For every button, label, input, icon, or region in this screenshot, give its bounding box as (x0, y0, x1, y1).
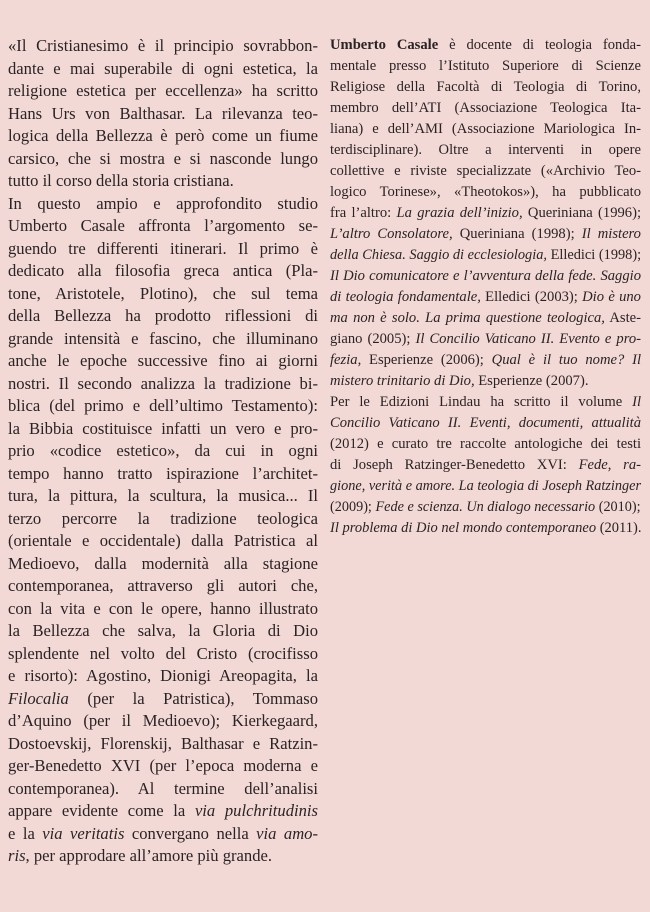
text-segment: dante e mai superabile di ogni estetica, la (8, 58, 318, 78)
text-segment: Esperienze (2006); (361, 352, 492, 368)
text-segment: tutto il corso della storia cristiana. (8, 171, 234, 190)
italic-title: fezia, (330, 352, 362, 368)
text-line (330, 140, 641, 161)
text-segment: (2012) e curato tre raccolte antologiche dei testi (330, 436, 641, 452)
text-line (330, 287, 641, 308)
text-line (8, 103, 318, 126)
italic-title: via veritatis (42, 823, 125, 843)
text-segment: collettive e riviste specializzate («Archivio Teo- (330, 163, 641, 179)
text-line (330, 308, 641, 329)
text-line (8, 598, 318, 621)
text-line (330, 182, 641, 203)
italic-title: Il Concilio Vaticano II. Evento e pro- (415, 331, 641, 347)
italic-title: Il mistero (581, 226, 641, 242)
text-segment: blica (del primo e dell’ultimo Testamento): (8, 396, 318, 415)
text-segment: terzo percorre la tradizione teologica (8, 508, 318, 528)
text-segment: (2009); (330, 499, 376, 515)
text-segment: , per approdare all’amore più grande. (25, 846, 273, 865)
text-line (8, 283, 318, 306)
text-line (8, 823, 318, 846)
text-segment: tura, la pittura, la scultura, la musica... Il (8, 486, 318, 505)
text-line (330, 161, 641, 182)
text-line (8, 440, 318, 463)
text-segment: Umberto Casale affronta l’argomento se- (8, 216, 318, 235)
italic-title: La grazia dell’inizio, (396, 205, 523, 221)
text-segment: ger-Benedetto XVI (per l’epoca moderna e (8, 756, 318, 775)
text-segment: contemporanea, attraverso gli autori che, (8, 576, 318, 595)
text-segment: dedicato alla filosofia greca antica (Pla- (8, 261, 318, 280)
text-line (8, 755, 318, 778)
text-line (8, 80, 318, 103)
text-line (8, 553, 318, 576)
book-description (8, 35, 318, 868)
text-segment: anche le epoche successive fino ai giorni (8, 351, 318, 370)
text-line (330, 518, 642, 539)
text-segment: della Bellezza ha prodotto riflessioni di (8, 306, 318, 325)
text-segment: Dostoevskij, Florenskij, Balthasar e Ratzin- (8, 733, 318, 753)
italic-title: via pulchritudinis (194, 801, 318, 820)
text-segment: (orientale e occidentale) dalla Patristica al (8, 531, 318, 550)
text-segment: mentale presso l’Istituto Superiore di Scienze (330, 58, 641, 74)
text-line (8, 260, 318, 283)
text-line (330, 266, 641, 287)
text-line (8, 643, 318, 666)
text-line (8, 350, 318, 373)
text-line (8, 463, 318, 486)
text-line (330, 98, 641, 119)
text-line (8, 215, 318, 238)
text-line (330, 35, 641, 56)
italic-title: ma non è solo. La prima questione teologica, (330, 310, 605, 326)
text-line (8, 305, 318, 328)
text-line (8, 170, 318, 193)
text-segment: (per la Patristica), Tommaso (68, 688, 318, 708)
text-line (8, 845, 318, 868)
italic-title: Qual è il tuo nome? Il (491, 352, 641, 368)
text-segment: con la vita e con le opere, hanno illustrato (8, 598, 318, 618)
text-line (8, 58, 318, 81)
text-segment: Esperienze (2007). (474, 373, 589, 389)
text-segment: contemporanea). Al termine dell’analisi (8, 778, 318, 798)
text-segment: (2010); (595, 499, 641, 515)
text-segment: grande intensità e fascino, che illuminano (8, 328, 318, 348)
italic-title: Concilio Vaticano II. Eventi, documenti, attualità (330, 415, 641, 431)
text-segment: carsico, che si mostra e si nasconde lungo (8, 148, 318, 168)
text-line (8, 575, 318, 598)
author-name: Umberto Casale (330, 37, 439, 53)
text-segment: Elledici (1998); (547, 247, 642, 263)
text-segment: è docente di teologia fonda- (438, 37, 641, 53)
italic-title: via amo- (256, 823, 318, 843)
text-segment: Hans Urs von Balthasar. La rilevanza teo- (8, 103, 318, 123)
text-line (330, 434, 641, 455)
text-line (330, 455, 641, 476)
italic-title: Dio è uno (582, 289, 641, 305)
text-segment: religione estetica per eccellenza» ha scritto (8, 81, 318, 100)
text-segment: Elledici (2003); (480, 289, 583, 305)
text-segment: giano (2005); (330, 331, 416, 347)
text-segment: appare evidente come la (8, 801, 195, 820)
text-line (330, 224, 641, 245)
italic-title: della Chiesa. Saggio di ecclesiologia, (330, 247, 548, 263)
text-segment: di Joseph Ratzinger-Benedetto XVI: (330, 457, 579, 473)
italic-title: Fede e scienza. Un dialogo necessario (375, 499, 596, 515)
text-line (8, 35, 318, 58)
italic-title: gione, verità e amore. La teologia di Joseph Ratzinger (330, 478, 642, 494)
text-segment: «Il Cristianesimo è il principio sovrabbon- (8, 36, 318, 55)
text-line (8, 530, 318, 553)
text-segment: Religiose della Facoltà di Teologia di Torino, (330, 79, 641, 95)
text-line (330, 371, 641, 392)
text-line (330, 56, 641, 77)
text-line (8, 328, 318, 351)
text-segment: logica della Bellezza è però come un fiume (8, 126, 318, 145)
text-line (8, 373, 318, 396)
text-line (8, 238, 318, 261)
text-line (8, 148, 318, 171)
text-segment: e risorto): Agostino, Dionigi Areopagita, la (8, 666, 318, 685)
text-line (330, 392, 641, 413)
italic-title: Fede, ra- (578, 457, 641, 473)
text-segment: nostri. Il secondo analizza la tradizione bi- (8, 373, 318, 393)
text-line (330, 329, 641, 350)
italic-title: ris (8, 846, 26, 865)
italic-title: Il (632, 394, 641, 410)
text-line (330, 476, 642, 497)
text-line (8, 620, 318, 643)
text-segment: liana) e dell’AMI (Associazione Mariologica In- (330, 121, 641, 137)
italic-title: Filocalia (8, 688, 69, 708)
text-segment: tone, Aristotele, Plotino), che sul tema (8, 283, 318, 303)
text-line (8, 395, 318, 418)
text-segment: Queriniana (1998); (452, 226, 582, 242)
text-line (8, 193, 318, 216)
text-segment: prio «codice estetico», da cui in ogni (8, 441, 318, 460)
italic-title: di teologia fondamentale, (330, 289, 481, 305)
text-segment: d’Aquino (per il Medioevo); Kierkegaard, (8, 711, 318, 730)
text-line (8, 688, 318, 711)
text-segment: splendente nel volto del Cristo (crocifisso (8, 643, 318, 663)
italic-title: mistero trinitario di Dio, (330, 373, 475, 389)
text-line (330, 413, 641, 434)
text-line (8, 508, 318, 531)
text-segment: convergano nella (124, 823, 257, 843)
italic-title: Il Dio comunicatore e l’avventura della fede. Saggio (330, 268, 641, 284)
text-line (8, 485, 318, 508)
text-segment: tempo hanno tratto ispirazione l’architet- (8, 463, 318, 483)
text-segment: logico Torinese», «Theotokos»), ha pubblicato (330, 184, 641, 200)
text-line (8, 418, 318, 441)
text-segment: fra l’altro: (330, 205, 397, 221)
text-line (330, 245, 642, 266)
text-segment: Per le Edizioni Lindau ha scritto il volume (330, 394, 633, 410)
text-line (330, 497, 641, 518)
text-segment: guendo tre differenti itinerari. Il primo è (8, 238, 318, 258)
text-segment: (2011). (596, 520, 642, 536)
text-segment: Aste- (604, 310, 641, 326)
text-line (8, 665, 318, 688)
text-line (8, 710, 318, 733)
text-segment: terdisciplinare). Oltre a interventi in opere (330, 142, 641, 158)
text-segment: Queriniana (1996); (522, 205, 641, 221)
text-line (8, 125, 318, 148)
text-line (8, 800, 318, 823)
text-segment: la Bibbia costituisce infatti un vero e pro- (8, 418, 318, 438)
text-line (330, 119, 641, 140)
text-line (8, 778, 318, 801)
text-segment: Medioevo, dalla modernità alla stagione (8, 553, 318, 573)
text-segment: membro dell’ATI (Associazione Teologica Ita- (330, 100, 641, 116)
text-segment: la Bellezza che salva, la Gloria di Dio (8, 621, 318, 640)
italic-title: L’altro Consolatore, (330, 226, 453, 242)
italic-title: Il problema di Dio nel mondo contemporaneo (330, 520, 597, 536)
author-biography (330, 35, 641, 539)
text-line (8, 733, 318, 756)
text-segment: In questo ampio e approfondito studio (8, 193, 318, 213)
text-line (330, 350, 641, 371)
text-segment: e la (8, 823, 43, 843)
text-line (330, 77, 641, 98)
text-line (330, 203, 641, 224)
